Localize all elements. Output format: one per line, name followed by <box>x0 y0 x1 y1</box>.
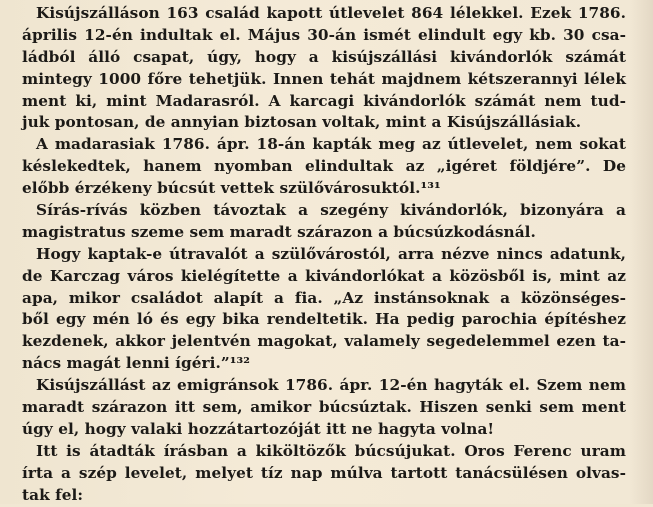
text-line: április 12-én indultak el. Május 30-án ismét elindult egy kb. 30 csa- <box>22 25 626 44</box>
text-line: Kisújszállást az emigránsok 1786. ápr. 12-én hagyták el. Szem nem <box>36 376 626 395</box>
text-column <box>22 3 626 506</box>
text-line: Sírás-rívás közben távoztak a szegény kivándorlók, bizonyára a <box>36 201 626 220</box>
text-line: mintegy 1000 főre tehetjük. Innen tehát majdnem kétszerannyi lélek <box>22 69 626 88</box>
text-line: maradt szárazon itt sem, amikor búcsúztak. Hiszen senki sem ment <box>22 398 626 417</box>
text-line: úgy el, hogy valaki hozzátartozóját itt ne hagyta volna! <box>22 419 495 438</box>
text-line: előbb érzékeny búcsút vettek szülővárosuktól.¹³¹ <box>22 179 441 198</box>
text-line: apa, mikor családot alapít a fia. „Az instánsoknak a közönséges- <box>22 288 626 307</box>
text-line: ment ki, mint Madarasról. A karcagi kivándorlók számát nem tud- <box>22 91 626 110</box>
text-line: Itt is átadták írásban a kiköltözők búcsújukat. Oros Ferenc uram <box>36 441 626 460</box>
text-line: ből egy mén ló és egy bika rendeltetik. Ha pedig parochia építéshez <box>22 310 626 329</box>
text-line: A madarasiak 1786. ápr. 18-án kapták meg az útlevelet, nem sokat <box>36 135 626 154</box>
text-line: Hogy kaptak-e útravalót a szülővárostól, arra nézve nincs adatunk, <box>36 244 626 263</box>
text-line: tak fel: <box>22 485 84 504</box>
text-line: nács magát lenni ígéri.”¹³² <box>22 354 250 373</box>
text-line: ládból álló csapat, úgy, hogy a kisújszállási kivándorlók számát <box>22 47 626 66</box>
text-line: magistratus szeme sem maradt szárazon a búcsúzkodásnál. <box>22 222 536 241</box>
text-line: írta a szép levelet, melyet tíz nap múlva tartott tanácsülésen olvas- <box>22 463 626 482</box>
page-edge-shadow <box>629 0 653 504</box>
text-line: Kisújszálláson 163 család kapott útlevelet 864 lélekkel. Ezek 1786. <box>36 4 626 22</box>
text-line: késlekedtek, hanem nyomban elindultak az „igéret földjére”. De <box>22 157 626 176</box>
text-line: kezdenek, akkor jelentvén magokat, valamely segedelemmel ezen ta- <box>22 332 626 351</box>
text-line: juk pontosan, de annyian biztosan voltak, mint a Kisújszállásiak. <box>22 113 582 132</box>
text-line: de Karczag város kielégítette a kivándorlókat a közösből is, mint az <box>22 266 626 285</box>
